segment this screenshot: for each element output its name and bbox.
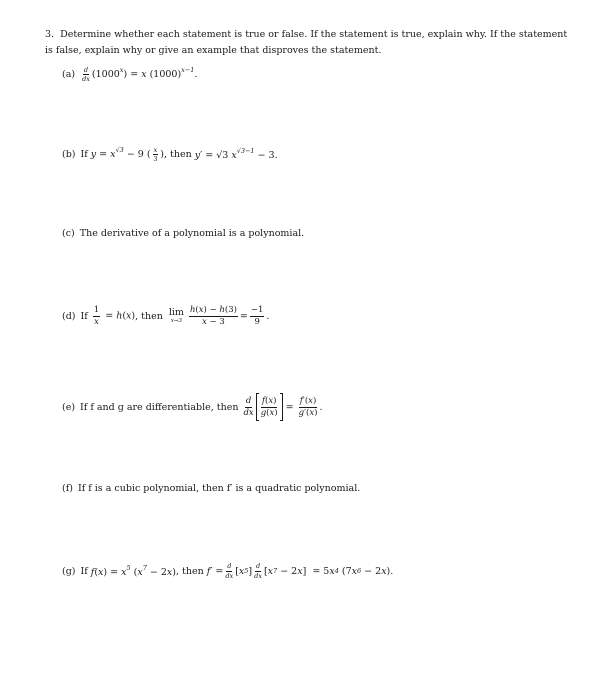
item-e-label: (e) <box>62 401 76 413</box>
item-g-lead: If <box>80 565 88 577</box>
item-g-label: (g) <box>62 565 76 577</box>
item-b-label: (b) <box>62 148 76 160</box>
item-e-lead: If f and g are differentiable, then <box>80 401 239 413</box>
item-a <box>62 66 197 83</box>
item-g-result: f ′ = $\frac{d}{dx}$ [ x 5 ] $\frac{d}{dx}$ [ x 7 − 2 x ] = 5 x 4 (7 x 6 − 2 x ). <box>206 562 394 580</box>
item-b <box>62 146 278 163</box>
item-d-lead: If <box>80 310 88 322</box>
item-b-lead: If <box>80 148 88 160</box>
item-f-text: If f is a cubic polynomial, then f′ is a quadratic polynomial. <box>77 483 361 494</box>
item-c <box>62 228 304 239</box>
item-d-label: (d) <box>62 310 76 322</box>
item-c-text: The derivative of a polynomial is a polynomial. <box>79 228 305 239</box>
item-e <box>62 393 322 421</box>
item-a-label: (a) <box>62 68 76 80</box>
item-d-middle: , then <box>135 310 163 322</box>
question-prompt <box>45 27 575 59</box>
question-number: 3. <box>45 29 55 40</box>
item-b-middle: , then <box>163 148 192 160</box>
item-a-equation: $\frac{d}{dx}$ $(1000^x) = x$ $(1000)^{x-1}$. <box>82 65 198 83</box>
question-text: Determine whether each statement is true or false. If the statement is true, explain why. If the statement is false, explain why or give an example that disproves the statement. <box>45 29 568 56</box>
item-d <box>62 306 269 326</box>
item-g-middle: , then <box>175 565 204 577</box>
item-f <box>62 483 360 494</box>
item-b-equation: $y = x^{√3} - 9$ ( $\frac{x}{3}$ ) <box>90 145 164 163</box>
item-g <box>62 563 393 579</box>
item-e-equation: $\frac{d}{dx}$ $\frac{f(x)}{g(x)}$ = $\frac{f'(x)}{g'(x)}$ . <box>241 393 322 421</box>
item-c-label: (c) <box>62 228 75 239</box>
item-b-result: y′ = √3 $x^{√3-1} - 3$. <box>194 147 278 162</box>
item-f-label: (f) <box>62 483 73 494</box>
item-g-function: $f(x) = x^5$ $(x^7 - 2x)$ <box>90 564 176 578</box>
item-d-limit: lim x→3 $\frac{h(x) - h(3)}{x - 3}$ = $\frac{-1}{9}$ . <box>168 305 270 327</box>
item-d-condition: $\frac{1}{x}$ = h(x) <box>93 305 136 327</box>
